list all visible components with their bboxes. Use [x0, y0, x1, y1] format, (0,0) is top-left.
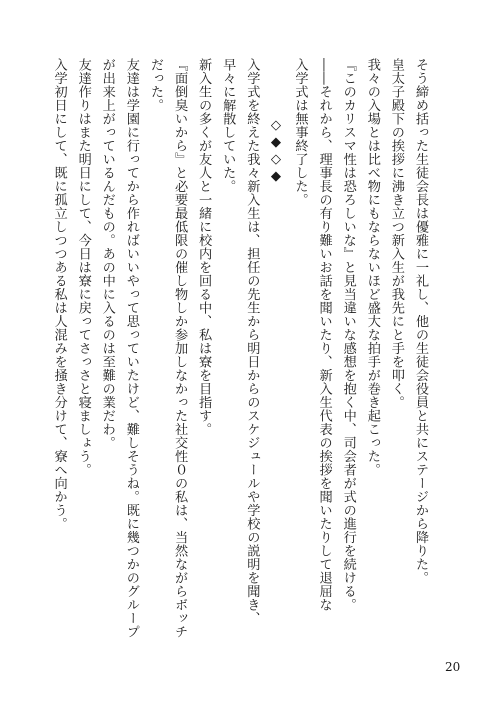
- text-line-1: そう締め括った生徒会長は優雅に一礼し、他の生徒会役員と共にステージから降りた。: [413, 58, 428, 585]
- text-line-10: 『面倒臭いから』と必要最低限の催し物しか参加しなかった社交性０の私は、当然ながらボッチ: [172, 58, 188, 639]
- text-line-9: 新入生の多くが友人と一緒に校内を回る中、私は寮を目指す。: [196, 58, 212, 436]
- text-line-3: 我々の入場とは比べ物にもならないほど盛大な拍手が巻き起こった。: [364, 58, 380, 477]
- text-line-8: 早々に解散していた。: [220, 58, 236, 193]
- text-line-7: 入学式を終えた我々新入生は、担任の先生から明日からのスケジュールや学校の説明を聞き、: [244, 58, 260, 625]
- text-line-14: 友達作りはまた明日にして、今日は寮に戻ってさっさと寝ましょう。: [75, 58, 91, 477]
- text-line-13: が出来上がっているんだもの。あの中に入るのは至難の業だわ。: [99, 58, 115, 450]
- text-line-6: 入学式は無事終了した。: [292, 58, 308, 207]
- section-break-marks: ◇◆◇◆: [268, 118, 284, 186]
- text-line-11: だった。: [147, 58, 163, 112]
- text-line-2: 皇太子殿下の挨拶に沸き立つ新入生が我先にと手を叩く。: [388, 58, 404, 409]
- page-number: 20: [445, 660, 461, 674]
- text-line-5: ――それから、理事長の有り難いお話を聞いたり、新入生代表の挨拶を聞いたりして退屈な: [316, 58, 332, 612]
- text-line-12: 友達は学園に行ってから作ればいいやって思っていたけど、難しそうね。既に幾つかのグループ: [123, 58, 139, 639]
- text-line-4: 『このカリスマ性は恐ろしいな』と見当違いな感想を抱く中、司会者が式の進行を続ける。: [340, 58, 356, 612]
- vertical-text-body: [47, 58, 433, 648]
- text-line-15: 入学初日にして、既に孤立しつつある私は人混みを掻き分けて、寮へ向かう。: [51, 58, 67, 531]
